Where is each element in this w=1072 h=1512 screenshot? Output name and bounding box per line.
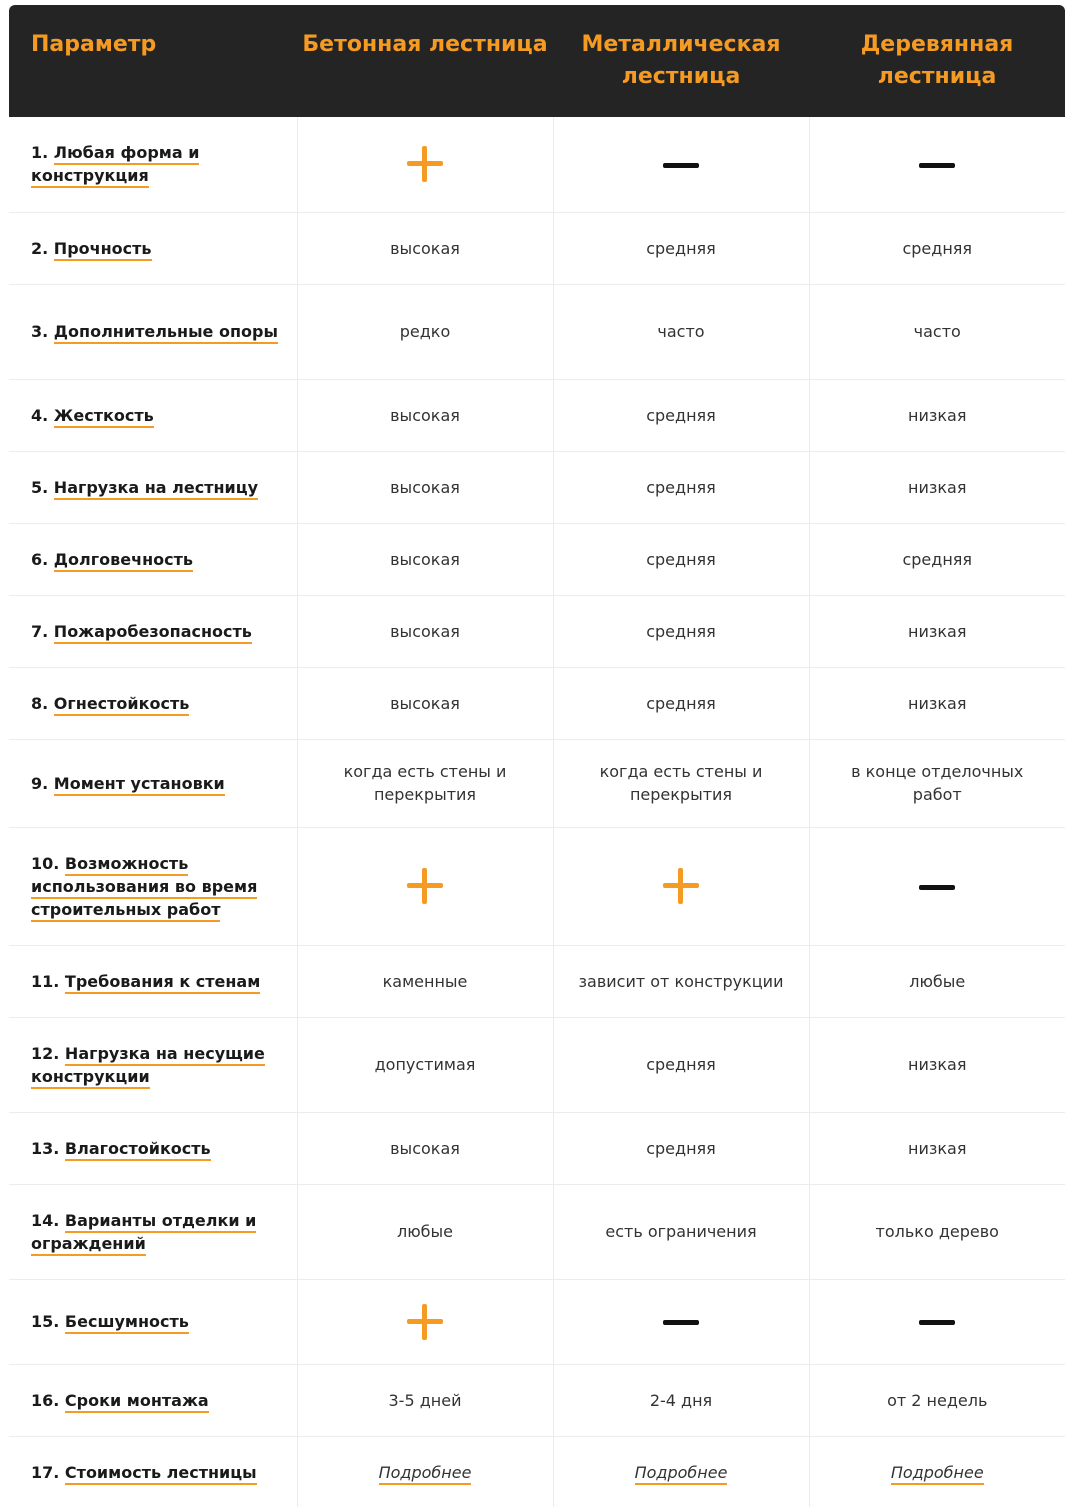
cell-value: низкая	[908, 405, 967, 425]
cell-value: средняя	[646, 405, 716, 425]
plus-icon	[407, 868, 443, 904]
parameter-cell	[9, 523, 297, 595]
cell-value: от 2 недель	[887, 1390, 988, 1410]
wood-cell	[809, 827, 1065, 945]
concrete-cell	[297, 523, 553, 595]
minus-icon	[919, 1320, 955, 1325]
parameter-number: 11.	[31, 971, 60, 991]
cell-value: зависит от конструкции	[578, 971, 784, 991]
parameter-cell	[9, 379, 297, 451]
cell-value: редко	[399, 322, 451, 341]
wood-cell	[809, 945, 1065, 1017]
wood-cell	[809, 1112, 1065, 1184]
parameter-name: Любая форма и конструкция	[31, 143, 199, 188]
parameter-number: 2.	[31, 238, 49, 258]
parameter-number: 8.	[31, 693, 49, 713]
cell-value: средняя	[902, 549, 973, 569]
cell-value: в конце отделочных работ	[851, 762, 1024, 804]
cell-value: высокая	[390, 477, 460, 497]
minus-icon	[919, 885, 955, 890]
cell-value: низкая	[908, 1138, 967, 1158]
wood-cell	[809, 117, 1065, 212]
parameter-name: Влагостойкость	[65, 1139, 211, 1161]
table-row	[9, 1279, 1065, 1364]
cell-value: средняя	[646, 477, 716, 497]
details-link[interactable]: Подробнее	[891, 1463, 984, 1485]
plus-icon	[663, 868, 699, 904]
cell-value: средняя	[902, 238, 973, 258]
parameter-name: Долговечность	[54, 550, 193, 572]
parameter-cell	[9, 1279, 297, 1364]
cell-value: когда есть стены и перекрытия	[599, 762, 763, 804]
parameter-name: Возможность использования во время строительных работ	[31, 854, 257, 922]
cell-value: любые	[909, 971, 966, 991]
parameter-name: Нагрузка на лестницу	[54, 478, 258, 500]
cell-value: часто	[657, 322, 705, 341]
metal-cell	[553, 212, 809, 284]
cell-value: низкая	[908, 477, 967, 497]
parameter-cell	[9, 284, 297, 379]
concrete-cell	[297, 451, 553, 523]
parameter-number: 10.	[31, 853, 60, 873]
parameter-number: 3.	[31, 322, 49, 341]
metal-cell	[553, 284, 809, 379]
parameter-cell	[9, 451, 297, 523]
wood-cell	[809, 739, 1065, 827]
table-row	[9, 212, 1065, 284]
parameter-number: 9.	[31, 773, 49, 793]
parameter-name: Прочность	[54, 239, 152, 261]
metal-cell	[553, 1112, 809, 1184]
cell-value: высокая	[390, 1138, 460, 1158]
table-row	[9, 117, 1065, 212]
table-row	[9, 284, 1065, 379]
concrete-cell	[297, 379, 553, 451]
concrete-cell	[297, 667, 553, 739]
wood-cell	[809, 284, 1065, 379]
concrete-cell	[297, 827, 553, 945]
concrete-cell	[297, 1112, 553, 1184]
parameter-name: Огнестойкость	[54, 694, 190, 716]
parameter-cell	[9, 739, 297, 827]
cell-value: низкая	[908, 693, 967, 713]
wood-cell	[809, 212, 1065, 284]
plus-icon	[407, 1304, 443, 1340]
parameter-number: 15.	[31, 1312, 60, 1331]
parameter-number: 13.	[31, 1138, 60, 1158]
concrete-cell	[297, 739, 553, 827]
wood-cell	[809, 1436, 1065, 1507]
metal-cell	[553, 1184, 809, 1279]
staircase-comparison-table	[9, 5, 1065, 1507]
wood-cell	[809, 1184, 1065, 1279]
parameter-name: Нагрузка на несущие конструкции	[31, 1044, 265, 1089]
parameter-name: Стоимость лестницы	[65, 1463, 257, 1485]
wood-cell	[809, 1017, 1065, 1112]
cell-value: допустимая	[374, 1055, 476, 1074]
table-row	[9, 1364, 1065, 1436]
parameter-number: 12.	[31, 1043, 60, 1063]
wood-cell	[809, 379, 1065, 451]
cell-value: высокая	[390, 405, 460, 425]
cell-value: 2-4 дня	[649, 1390, 713, 1410]
parameter-name: Бесшумность	[65, 1312, 189, 1334]
wood-cell	[809, 451, 1065, 523]
concrete-cell	[297, 1279, 553, 1364]
table-row	[9, 1112, 1065, 1184]
header-row	[9, 5, 1065, 117]
plus-icon	[407, 146, 443, 182]
parameter-number: 6.	[31, 549, 49, 569]
cell-value: высокая	[390, 621, 460, 641]
cell-value: высокая	[390, 693, 460, 713]
metal-cell	[553, 1436, 809, 1507]
cell-value: часто	[913, 322, 961, 341]
metal-cell	[553, 1364, 809, 1436]
concrete-cell	[297, 1184, 553, 1279]
metal-cell	[553, 827, 809, 945]
cell-value: каменные	[382, 971, 468, 991]
concrete-cell	[297, 1017, 553, 1112]
cell-value: средняя	[646, 621, 716, 641]
details-link[interactable]: Подробнее	[379, 1463, 472, 1485]
wood-cell	[809, 1279, 1065, 1364]
parameter-name: Момент установки	[54, 774, 225, 796]
metal-cell	[553, 1279, 809, 1364]
table-body	[9, 117, 1065, 1507]
minus-icon	[663, 1320, 699, 1325]
concrete-cell	[297, 212, 553, 284]
concrete-cell	[297, 1436, 553, 1507]
header-concrete: Бетонная лестница	[297, 5, 553, 117]
metal-cell	[553, 523, 809, 595]
parameter-number: 5.	[31, 477, 49, 497]
cell-value: средняя	[646, 693, 716, 713]
wood-cell	[809, 595, 1065, 667]
parameter-name: Жесткость	[54, 406, 154, 428]
parameter-number: 7.	[31, 621, 49, 641]
table-row	[9, 1184, 1065, 1279]
parameter-number: 17.	[31, 1462, 60, 1482]
parameter-number: 16.	[31, 1390, 60, 1410]
cell-value: любые	[396, 1222, 454, 1241]
cell-value: только дерево	[875, 1222, 999, 1241]
concrete-cell	[297, 117, 553, 212]
table-row	[9, 1436, 1065, 1507]
table-row	[9, 1017, 1065, 1112]
metal-cell	[553, 451, 809, 523]
metal-cell	[553, 595, 809, 667]
cell-value: средняя	[646, 1138, 716, 1158]
cell-value: средняя	[646, 1055, 716, 1074]
table-row	[9, 827, 1065, 945]
parameter-cell	[9, 827, 297, 945]
parameter-name: Требования к стенам	[65, 972, 260, 994]
concrete-cell	[297, 284, 553, 379]
wood-cell	[809, 1364, 1065, 1436]
cell-value: средняя	[646, 549, 716, 569]
table-row	[9, 379, 1065, 451]
metal-cell	[553, 1017, 809, 1112]
concrete-cell	[297, 595, 553, 667]
parameter-cell	[9, 945, 297, 1017]
cell-value: низкая	[908, 1055, 967, 1074]
metal-cell	[553, 739, 809, 827]
wood-cell	[809, 523, 1065, 595]
table-row	[9, 523, 1065, 595]
wood-cell	[809, 667, 1065, 739]
cell-value: есть ограничения	[605, 1222, 757, 1241]
parameter-name: Пожаробезопасность	[54, 622, 252, 644]
table-row	[9, 667, 1065, 739]
cell-value: средняя	[646, 238, 716, 258]
parameter-cell	[9, 1184, 297, 1279]
parameter-cell	[9, 1017, 297, 1112]
metal-cell	[553, 117, 809, 212]
parameter-name: Дополнительные опоры	[54, 322, 278, 344]
parameter-cell	[9, 595, 297, 667]
cell-value: высокая	[390, 238, 460, 258]
details-link[interactable]: Подробнее	[635, 1463, 728, 1485]
comparison-table-container	[9, 5, 1065, 1507]
minus-icon	[663, 163, 699, 168]
header-parameter: Параметр	[9, 5, 297, 117]
parameter-cell	[9, 1364, 297, 1436]
metal-cell	[553, 667, 809, 739]
cell-value: когда есть стены и перекрытия	[343, 762, 507, 804]
parameter-name: Сроки монтажа	[65, 1391, 209, 1413]
metal-cell	[553, 379, 809, 451]
concrete-cell	[297, 945, 553, 1017]
metal-cell	[553, 945, 809, 1017]
parameter-number: 4.	[31, 405, 49, 425]
table-row	[9, 595, 1065, 667]
parameter-cell	[9, 667, 297, 739]
table-header	[9, 5, 1065, 117]
parameter-number: 14.	[31, 1210, 60, 1230]
parameter-name: Варианты отделки и ограждений	[31, 1211, 256, 1256]
parameter-cell	[9, 212, 297, 284]
concrete-cell	[297, 1364, 553, 1436]
cell-value: 3-5 дней	[388, 1390, 462, 1410]
parameter-cell	[9, 1112, 297, 1184]
table-row	[9, 945, 1065, 1017]
cell-value: низкая	[908, 621, 967, 641]
table-row	[9, 739, 1065, 827]
table-row	[9, 451, 1065, 523]
cell-value: высокая	[390, 549, 460, 569]
parameter-cell	[9, 117, 297, 212]
header-wood: Деревянная лестница	[809, 5, 1065, 117]
parameter-number: 1.	[31, 143, 49, 163]
parameter-cell	[9, 1436, 297, 1507]
header-metal: Металлическая лестница	[553, 5, 809, 117]
minus-icon	[919, 163, 955, 168]
